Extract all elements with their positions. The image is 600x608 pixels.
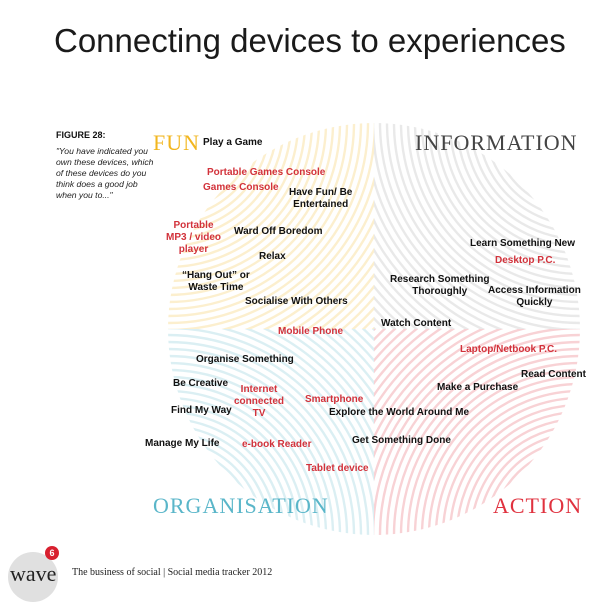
quadrant-label-organisation: ORGANISATION bbox=[153, 493, 329, 518]
label-play-a-game: Play a Game bbox=[203, 137, 263, 148]
quadrant-label-information: INFORMATION bbox=[415, 130, 578, 155]
label-manage-my-life: Manage My Life bbox=[145, 438, 220, 449]
label-ebook-reader: e-book Reader bbox=[242, 439, 312, 450]
quadrant-arc bbox=[94, 461, 242, 608]
label-watch-content: Watch Content bbox=[381, 318, 452, 329]
label-games-console: Games Console bbox=[203, 182, 279, 193]
label-research-something: Research Something Thoroughly bbox=[390, 274, 490, 297]
wave-logo-text: wave bbox=[10, 561, 57, 586]
label-desktop-pc: Desktop P.C. bbox=[495, 255, 556, 266]
quadrant-arc bbox=[513, 468, 600, 602]
quadrant-arc bbox=[0, 251, 452, 608]
label-access-information: Access Information Quickly bbox=[488, 285, 581, 308]
label-learn-something-new: Learn Something New bbox=[470, 238, 576, 249]
quadrant-arc bbox=[38, 0, 298, 253]
quadrant-arc bbox=[457, 0, 600, 246]
quadrant-arc bbox=[506, 461, 600, 608]
quadrant-label-action: ACTION bbox=[493, 493, 583, 518]
quadrant-arc bbox=[471, 14, 600, 232]
quadrant-arc bbox=[101, 468, 235, 602]
label-be-creative: Be Creative bbox=[173, 378, 229, 389]
wave-logo-number: 6 bbox=[45, 546, 59, 560]
quadrant-arc bbox=[108, 63, 228, 183]
footer-tagline: The business of social | Social media tracker 2012 bbox=[72, 567, 273, 578]
label-find-my-way: Find My Way bbox=[171, 405, 232, 416]
figure-caption: "You have indicated you own these devices, which of these devices do you think does a good job when you to..." bbox=[56, 146, 154, 200]
label-have-fun: Have Fun/ Be Entertained bbox=[289, 187, 353, 210]
label-read-content: Read Content bbox=[521, 369, 586, 380]
label-make-a-purchase: Make a Purchase bbox=[437, 382, 519, 393]
quadrant-arc bbox=[66, 21, 270, 225]
quadrant-arc bbox=[73, 440, 263, 608]
quadrant-arc bbox=[478, 433, 600, 608]
quadrant-arc bbox=[338, 293, 600, 608]
label-portable-games-console: Portable Games Console bbox=[207, 167, 326, 178]
quadrant-arc bbox=[520, 63, 600, 183]
label-laptop-netbook-pc: Laptop/Netbook P.C. bbox=[460, 344, 558, 355]
label-relax: Relax bbox=[259, 251, 286, 262]
label-portable-mp3-player: Portable MP3 / video player bbox=[166, 220, 222, 255]
quadrant-arc bbox=[513, 56, 600, 190]
quadrant-arc bbox=[275, 0, 600, 428]
page-title: Connecting devices to experiences bbox=[54, 22, 566, 59]
quadrant-arc bbox=[506, 49, 600, 197]
quadrant-arc bbox=[485, 440, 600, 608]
quadrant-arc bbox=[80, 447, 256, 608]
quadrant-arc bbox=[87, 42, 249, 204]
label-hang-out: “Hang Out” or Waste Time bbox=[182, 270, 250, 293]
label-organise-something: Organise Something bbox=[196, 354, 294, 365]
quadrant-label-fun: FUN bbox=[153, 130, 201, 155]
quadrant-arc bbox=[87, 454, 249, 608]
label-smartphone: Smartphone bbox=[305, 394, 364, 405]
label-internet-connected-tv: Internet connected TV bbox=[234, 384, 285, 419]
label-ward-off-boredom: Ward Off Boredom bbox=[234, 226, 323, 237]
quadrant-arc bbox=[66, 433, 273, 608]
label-mobile-phone: Mobile Phone bbox=[278, 326, 343, 337]
figure-label: FIGURE 28: bbox=[56, 130, 106, 140]
quadrant-arc bbox=[45, 0, 291, 246]
label-explore-the-world: Explore the World Around Me bbox=[329, 407, 470, 418]
label-tablet-device: Tablet device bbox=[306, 463, 369, 474]
label-get-something-done: Get Something Done bbox=[352, 435, 451, 446]
quadrant-arc bbox=[450, 0, 600, 253]
quadrant-arc bbox=[59, 14, 277, 232]
quadrant-arc bbox=[0, 153, 550, 608]
quadrant-arc bbox=[52, 7, 284, 239]
label-socialise-with-others: Socialise With Others bbox=[245, 296, 348, 307]
